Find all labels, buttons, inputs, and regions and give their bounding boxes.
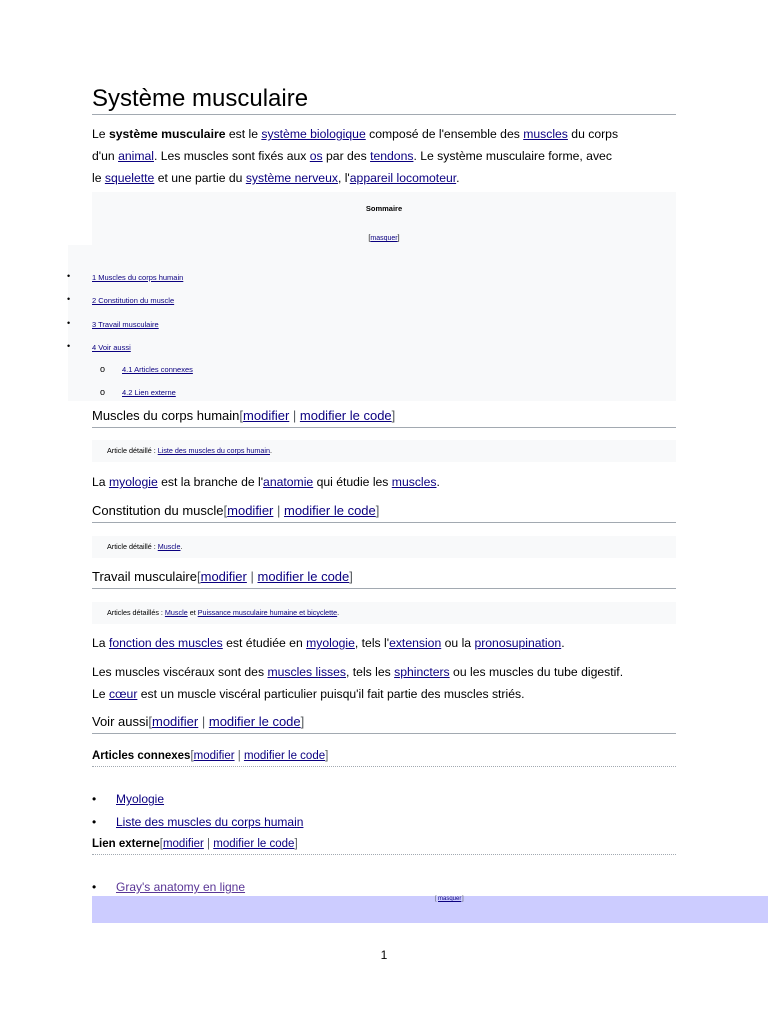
link-squelette[interactable]: squelette: [104, 171, 155, 185]
sub-bullet-icon: o: [100, 364, 106, 374]
link-sphincters[interactable]: sphincters: [394, 665, 450, 679]
bullet-icon: •: [92, 880, 97, 894]
edit-source-link[interactable]: modifier le code: [299, 408, 392, 423]
toc-item-2[interactable]: 2 Constitution du muscle: [92, 296, 175, 305]
intro-line-2: d'un animal. Les muscles sont fixés aux os par des tendons. Le système musculaire forme, avec: [92, 149, 612, 163]
bullet-icon: •: [67, 271, 71, 281]
toc-item-1[interactable]: 1 Muscles du corps humain: [92, 273, 184, 282]
link-extension[interactable]: extension: [389, 636, 442, 650]
toc-heading: Sommaire: [365, 204, 403, 213]
bullet-icon: •: [92, 815, 97, 829]
edit-link[interactable]: modifier: [152, 714, 199, 729]
toc-item-3[interactable]: 3 Travail musculaire: [92, 320, 159, 329]
navbox-bracket-open: [: [435, 896, 437, 902]
para-visceraux-line-1: Les muscles viscéraux sont des muscles lisses, tels les sphincters ou les muscles du tube digestif.: [92, 665, 624, 679]
toc-list: [68, 245, 676, 401]
edit-link[interactable]: modifier: [200, 569, 247, 584]
edit-source-link[interactable]: modifier le code: [257, 569, 350, 584]
navbox-bracket-close: ]: [462, 896, 464, 902]
bullet-icon: •: [67, 294, 71, 304]
para-visceraux-line-2: Le cœur est un muscle viscéral particulier puisqu'il fait partie des muscles striés.: [92, 687, 525, 701]
link-myologie[interactable]: myologie: [306, 636, 355, 650]
edit-link[interactable]: modifier: [227, 503, 274, 518]
edit-source-link[interactable]: modifier le code: [243, 750, 326, 762]
link-appareil-locomoteur[interactable]: appareil locomoteur: [349, 171, 457, 185]
link-puissance-musculaire[interactable]: Puissance musculaire humaine et bicyclette: [197, 608, 338, 617]
sub-bullet-icon: o: [100, 387, 106, 397]
edit-source-link[interactable]: modifier le code: [284, 503, 376, 518]
link-muscles[interactable]: muscles: [391, 475, 437, 489]
heading-constitution-muscle: Constitution du muscle[modifier | modifier le code]: [92, 502, 676, 523]
link-tendons[interactable]: tendons: [370, 149, 414, 163]
link-muscles[interactable]: muscles: [523, 127, 568, 141]
link-liste-muscles[interactable]: Liste des muscles du corps humain: [116, 815, 304, 829]
bullet-icon: •: [67, 318, 71, 328]
link-systeme-biologique[interactable]: système biologique: [261, 127, 366, 141]
para-fonction-muscles: La fonction des muscles est étudiée en myologie, tels l'extension ou la pronosupination.: [92, 636, 565, 650]
heading-articles-connexes: Articles connexes[modifier | modifier le code]: [92, 748, 676, 767]
link-grays-anatomy[interactable]: Gray's anatomy en ligne: [116, 880, 246, 894]
link-os[interactable]: os: [309, 149, 323, 163]
link-coeur[interactable]: cœur: [108, 687, 138, 701]
link-muscle[interactable]: Muscle: [157, 542, 181, 551]
link-systeme-nerveux[interactable]: système nerveux: [245, 171, 338, 185]
heading-travail-musculaire: Travail musculaire[modifier | modifier le code]: [92, 568, 676, 589]
link-myologie[interactable]: myologie: [108, 475, 158, 489]
edit-link[interactable]: modifier: [243, 408, 290, 423]
hatnote: Article détaillé : Liste des muscles du corps humain.: [92, 440, 676, 462]
hatnote: Article détaillé : Muscle.: [92, 536, 676, 558]
navbox-hide-link[interactable]: masquer: [438, 896, 462, 902]
link-muscle[interactable]: Muscle: [164, 608, 188, 617]
page-number: 1: [380, 948, 388, 962]
hatnote: Articles détaillés : Muscle et Puissance musculaire humaine et bicyclette.: [92, 602, 676, 624]
navbox: [92, 896, 768, 923]
heading-muscles-corps-humain: Muscles du corps humain[modifier | modifier le code]: [92, 407, 676, 428]
intro-line-1: Le système musculaire est le système biologique composé de l'ensemble des muscles du corps: [92, 127, 619, 141]
link-muscles-lisses[interactable]: muscles lisses: [267, 665, 347, 679]
link-anatomie[interactable]: anatomie: [263, 475, 314, 489]
edit-source-link[interactable]: modifier le code: [208, 714, 301, 729]
toc-subitem-4-1[interactable]: 4.1 Articles connexes: [122, 365, 193, 374]
bold-term: système musculaire: [108, 127, 226, 141]
bullet-icon: •: [67, 341, 71, 351]
heading-voir-aussi: Voir aussi[modifier | modifier le code]: [92, 713, 676, 734]
edit-source-link[interactable]: modifier le code: [213, 838, 295, 850]
link-pronosupination[interactable]: pronosupination: [474, 636, 562, 650]
heading-lien-externe: Lien externe[modifier | modifier le code]: [92, 836, 676, 855]
link-liste-muscles[interactable]: Liste des muscles du corps humain: [157, 446, 270, 455]
toc-hide-link[interactable]: masquer: [370, 235, 398, 242]
link-myologie[interactable]: Myologie: [116, 792, 165, 806]
edit-link[interactable]: modifier: [162, 838, 204, 850]
toc-item-4[interactable]: 4 Voir aussi: [92, 343, 131, 352]
page-title: Système musculaire: [92, 84, 676, 115]
link-fonction-muscles[interactable]: fonction des muscles: [108, 636, 223, 650]
intro-line-3: le squelette et une partie du système nerveux, l'appareil locomoteur.: [92, 171, 460, 185]
para-myologie: La myologie est la branche de l'anatomie qui étudie les muscles.: [92, 475, 440, 489]
bullet-icon: •: [92, 792, 97, 806]
link-animal[interactable]: animal: [118, 149, 154, 163]
toc-toggle: [masquer]: [368, 235, 400, 242]
toc-subitem-4-2[interactable]: 4.2 Lien externe: [122, 388, 176, 397]
edit-link[interactable]: modifier: [193, 750, 235, 762]
